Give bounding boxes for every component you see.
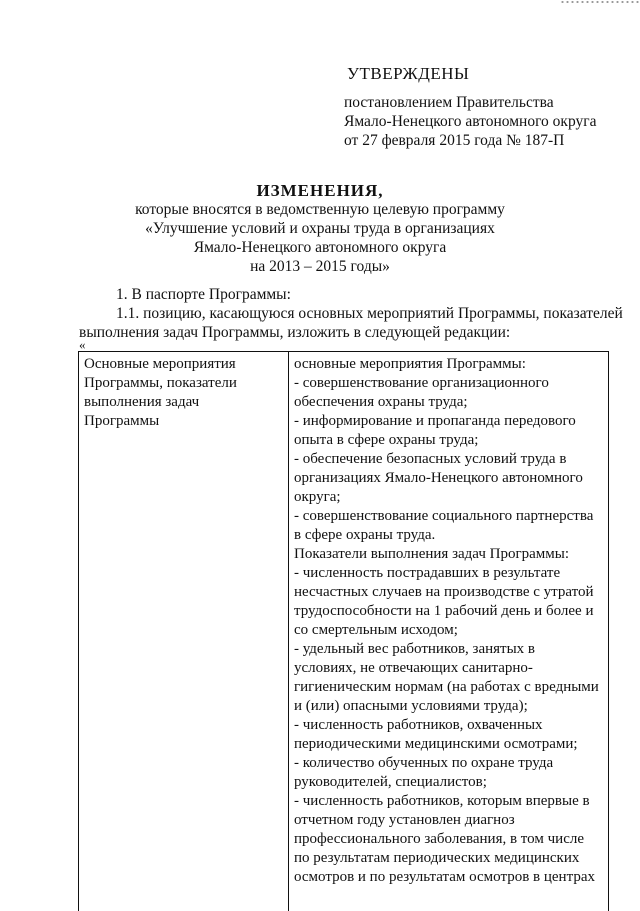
paragraph-1-1: 1.1. позицию, касающуюся основных мероприятий Программы, показателей (116, 305, 623, 322)
scan-artifact (560, 0, 640, 4)
table-line: опыта в сфере охраны труда; (294, 432, 479, 448)
table-line: профессионального заболевания, в том числе (294, 831, 584, 847)
approval-line: постановлением Правительства (344, 94, 554, 111)
table-line: - информирование и пропаганда передового (294, 413, 576, 429)
table-line: обеспечения охраны труда; (294, 394, 468, 410)
table-line: со смертельным исходом; (294, 622, 458, 638)
table-line: периодическими медицинскими осмотрами; (294, 736, 578, 752)
table-line: Показатели выполнения задач Программы: (294, 546, 570, 562)
table-cell-content (294, 355, 606, 887)
program-passport-table (78, 351, 609, 911)
table-cell-heading (84, 355, 284, 431)
table-line: условиях, не отвечающих санитарно- (294, 660, 533, 676)
table-line: трудоспособности на 1 рабочий день и более и (294, 603, 594, 619)
paragraph-1: 1. В паспорте Программы: (116, 286, 291, 303)
table-line: по результатам периодических медицинских (294, 850, 580, 866)
subtitle-line: «Улучшение условий и охраны труда в организациях (145, 220, 495, 237)
approval-title: УТВЕРЖДЕНЫ (347, 64, 470, 83)
table-line: основные мероприятия Программы: (294, 356, 526, 372)
table-line: Программы, показатели (84, 375, 237, 391)
document-subtitle (0, 200, 640, 276)
table-line: выполнения задач (84, 394, 200, 410)
table-line: Программы (84, 413, 160, 429)
table-line: в сфере охраны труда. (294, 527, 436, 543)
table-line: - совершенствование организационного (294, 375, 549, 391)
table-line: организациях Ямало-Ненецкого автономного (294, 470, 583, 486)
opening-quote: « (79, 337, 86, 352)
table-line: отчетном году установлен диагноз (294, 812, 515, 828)
subtitle-line: Ямало-Ненецкого автономного округа (193, 239, 447, 256)
table-line: Основные мероприятия (84, 356, 236, 372)
table-line: - обеспечение безопасных условий труда в (294, 451, 567, 467)
column-divider (288, 352, 289, 911)
document-title: ИЗМЕНЕНИЯ, (256, 181, 384, 200)
table-line: и (или) опасными условиями труда); (294, 698, 528, 714)
table-line: - численность пострадавших в результате (294, 565, 561, 581)
table-line: - численность работников, охваченных (294, 717, 543, 733)
table-line: - количество обученных по охране труда (294, 755, 554, 771)
approval-line: от 27 февраля 2015 года № 187-П (344, 132, 565, 149)
subtitle-line: которые вносятся в ведомственную целевую программу (135, 201, 505, 218)
subtitle-line: на 2013 – 2015 годы» (250, 258, 390, 275)
table-line: - численность работников, которым впервые в (294, 793, 590, 809)
approval-block (344, 93, 596, 150)
table-line: округа; (294, 489, 341, 505)
table-line: руководителей, специалистов; (294, 774, 487, 790)
table-line: - совершенствование социального партнерства (294, 508, 594, 524)
approval-line: Ямало-Ненецкого автономного округа (344, 113, 597, 130)
table-line: - удельный вес работников, занятых в (294, 641, 536, 657)
table-line: осмотров и по результатам осмотров в центрах (294, 869, 595, 885)
table-line: гигиеническим нормам (на работах с вредными (294, 679, 599, 695)
paragraph-1-1-continued: выполнения задач Программы, изложить в следующей редакции: (79, 324, 511, 341)
table-line: несчастных случаев на производстве с утратой (294, 584, 594, 600)
